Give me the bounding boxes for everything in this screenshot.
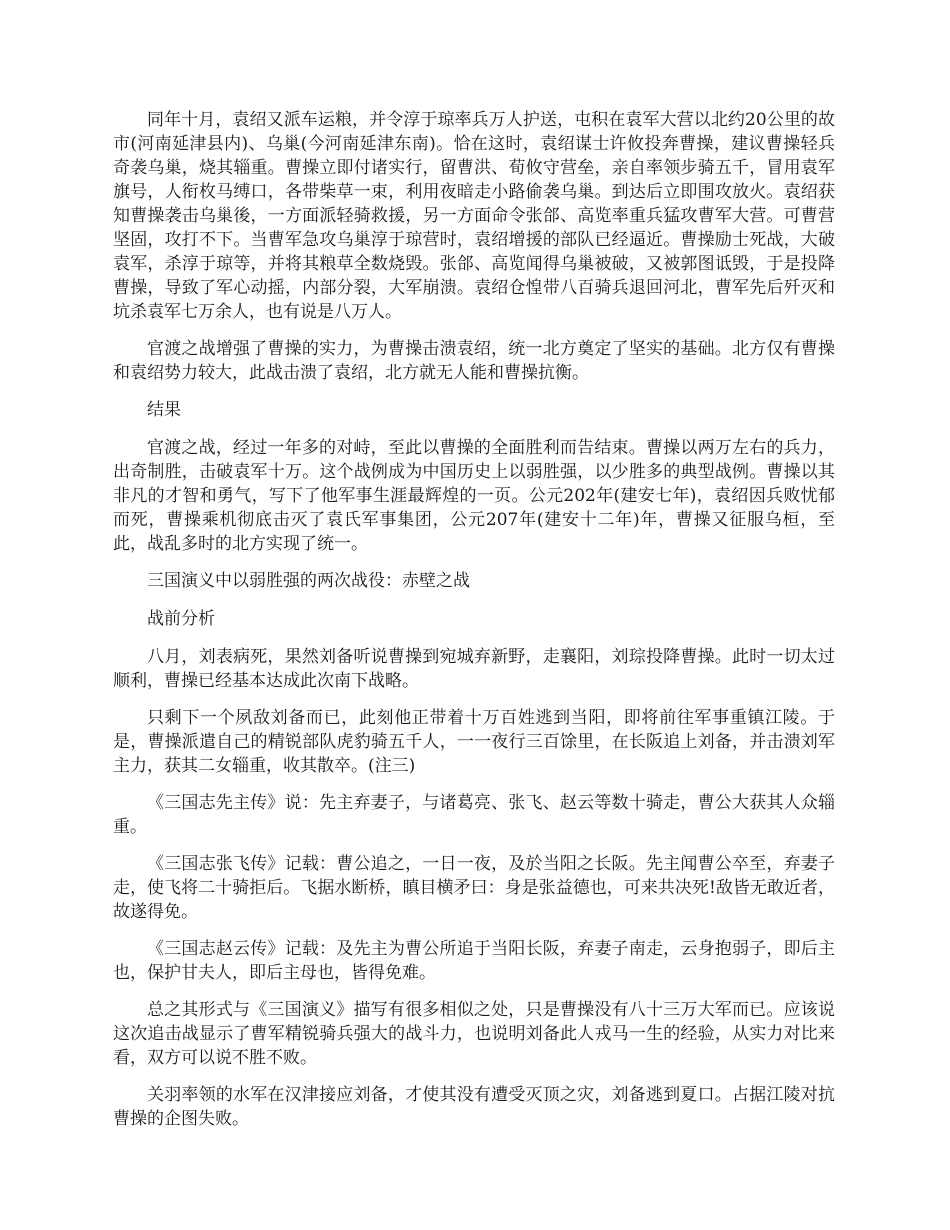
paragraph: 官渡之战，经过一年多的对峙，至此以曹操的全面胜利而告结束。曹操以两万左右的兵力，出奇制胜，击破袁军十万。这个战例成为中国历史上以弱胜强，以少胜多的典型战例。曹操以其非凡的才智和勇气，写下了他军事生涯最辉煌的一页。公元202年(建安七年)，袁绍因兵败忧郁而死，曹操乘机彻底击灭了袁氏军事集团，公元207年(建安十二年)年，曹操又征服乌桓，至此，战乱多时的北方实现了统一。 bbox=[113, 438, 835, 554]
paragraph: 官渡之战增强了曹操的实力，为曹操击溃袁绍，统一北方奠定了坚实的基础。北方仅有曹操和袁绍势力较大，此战击溃了袁绍，北方就无人能和曹操抗衡。 bbox=[113, 339, 835, 383]
paragraph: 总之其形式与《三国演义》描写有很多相似之处，只是曹操没有八十三万大军而已。应该说这次追击战显示了曹军精锐骑兵强大的战斗力，也说明刘备此人戎马一生的经验，从实力对比来看，双方可以说不胜不败。 bbox=[113, 1000, 835, 1068]
section-heading: 战前分析 bbox=[147, 609, 215, 629]
document-body bbox=[113, 108, 835, 1144]
paragraph: 只剩下一个夙敌刘备而已，此刻他正带着十万百姓逃到当阳，即将前往军事重镇江陵。于是，曹操派遣自己的精锐部队虎豹骑五千人，一一夜行三百馀里，在长阪追上刘备，并击溃刘军主力，获其二女辎重，收其散卒。(注三) bbox=[113, 708, 835, 776]
paragraph: 《三国志先主传》说：先主弃妻子，与诸葛亮、张飞、赵云等数十骑走，曹公大获其人众辎重。 bbox=[113, 793, 835, 837]
paragraph: 《三国志赵云传》记载：及先主为曹公所追于当阳长阪，弃妻子南走，云身抱弱子，即后主也，保护甘夫人，即后主母也，皆得免难。 bbox=[113, 939, 835, 983]
section-heading: 结果 bbox=[147, 400, 181, 420]
paragraph: 《三国志张飞传》记载：曹公追之，一日一夜，及於当阳之长阪。先主闻曹公卒至，弃妻子走，使飞将二十骑拒后。飞据水断桥，瞋目横矛曰：身是张益德也，可来共决死!敌皆无敢近者，故遂得免。 bbox=[113, 854, 835, 922]
paragraph: 关羽率领的水军在汉津接应刘备，才使其没有遭受灭顶之灾，刘备逃到夏口。占据江陵对抗曹操的企图失败。 bbox=[113, 1085, 835, 1129]
paragraph: 八月，刘表病死，果然刘备听说曹操到宛城弃新野，走襄阳，刘琮投降曹操。此时一切太过顺利，曹操已经基本达成此次南下战略。 bbox=[113, 647, 835, 691]
paragraph: 同年十月，袁绍又派车运粮，并令淳于琼率兵万人护送，屯积在袁军大营以北约20公里的故市(河南延津县内)、乌巢(今河南延津东南)。恰在这时，袁绍谋士许攸投奔曹操，建议曹操轻兵奇袭乌巢，烧其辎重。曹操立即付诸实行，留曹洪、荀攸守营垒，亲自率领步骑五千，冒用袁军旗号，人衔枚马缚口，各带柴草一束，利用夜暗走小路偷袭乌巢。到达后立即围攻放火。袁绍获知曹操袭击乌巢後，一方面派轻骑救援，另一方面命令张郃、高览率重兵猛攻曹军大营。可曹营坚固，攻打不下。当曹军急攻乌巢淳于琼营时，袁绍增援的部队已经逼近。曹操励士死战，大破袁军，杀淳于琼等，并将其粮草全数烧毁。张郃、高览闻得乌巢被破，又被郭图诋毁，于是投降曹操，导致了军心动摇，内部分裂，大军崩溃。袁绍仓惶带八百骑兵退回河北，曹军先后歼灭和坑杀袁军七万余人，也有说是八万人。 bbox=[113, 110, 835, 322]
section-heading: 三国演义中以弱胜强的两次战役：赤壁之战 bbox=[147, 571, 470, 591]
